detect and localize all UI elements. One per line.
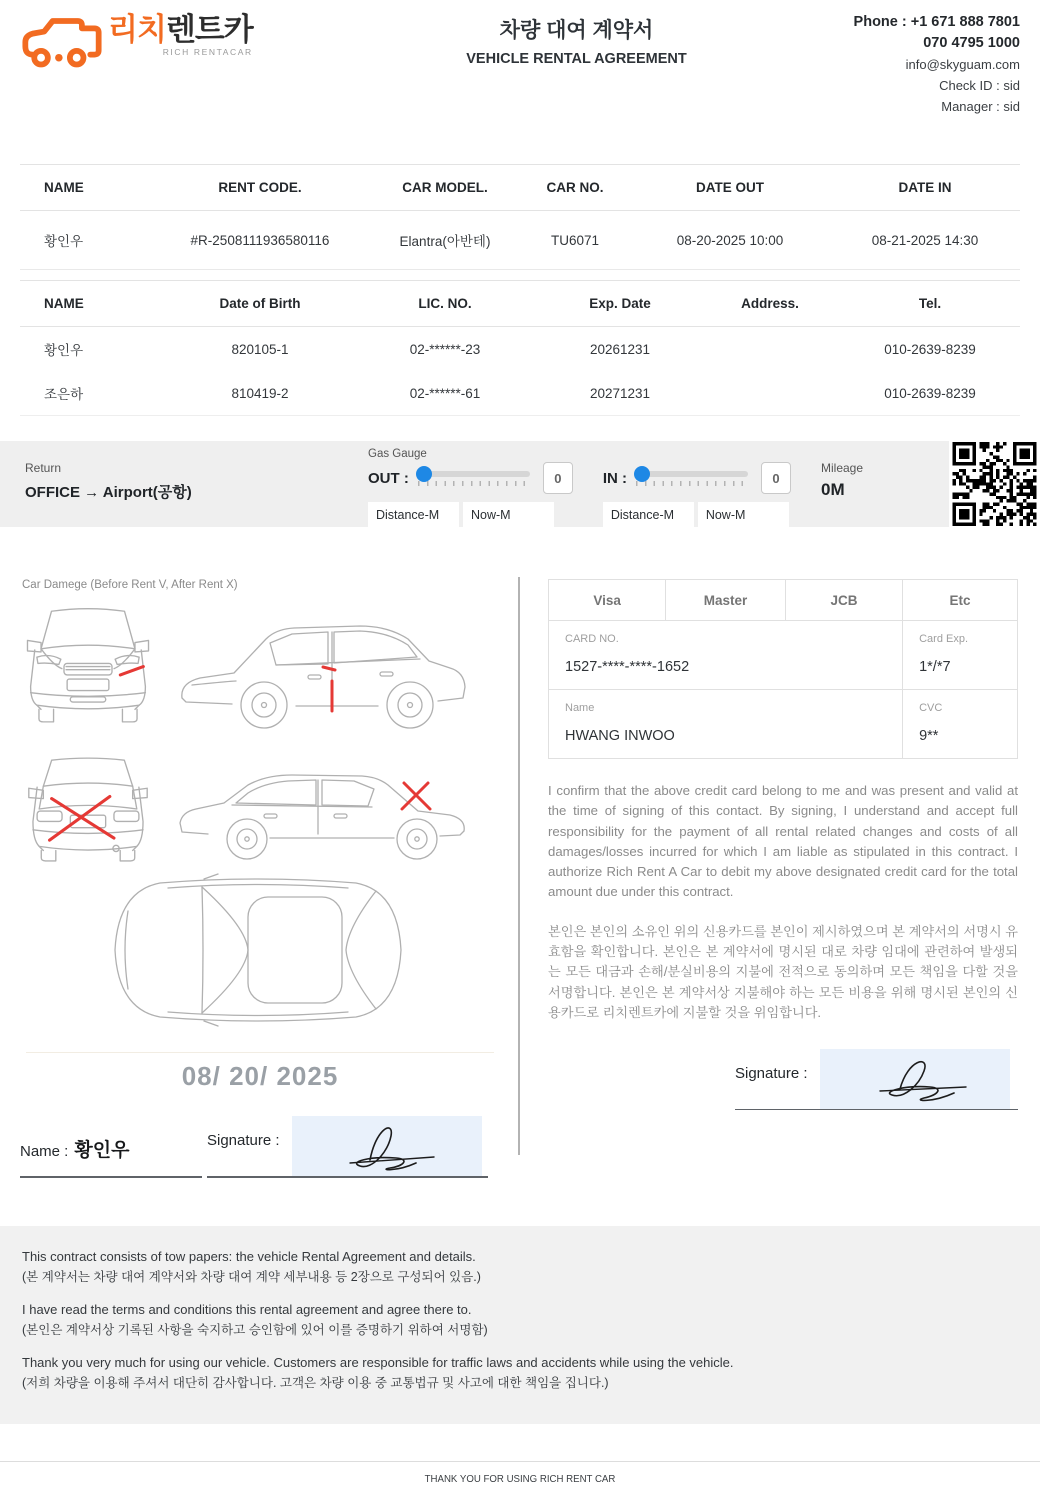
col-license-no: LIC. NO.	[350, 281, 540, 327]
col-exp-date: Exp. Date	[540, 281, 700, 327]
contact-info	[805, 10, 1020, 128]
company-logo	[18, 10, 348, 128]
driver-row-2: 조은하 810419-2 02-******-61 20271231 010-2639-8239	[20, 371, 1020, 416]
col-date-in: DATE IN	[830, 165, 1020, 211]
manager: Manager : sid	[941, 99, 1020, 114]
gauge-out	[368, 462, 573, 528]
check-id: Check ID : sid	[939, 78, 1020, 93]
signature-label: Signature :	[735, 1065, 808, 1083]
renter-name-field	[20, 1135, 202, 1178]
card-exp-cell	[903, 621, 1018, 690]
in-distance-input[interactable]: Distance-M	[603, 502, 694, 528]
col-rent-code: RENT CODE.	[150, 165, 370, 211]
slider-track	[418, 471, 530, 477]
out-gas-slider[interactable]	[418, 471, 530, 486]
card-type-header	[549, 580, 1018, 621]
col-tel: Tel.	[840, 281, 1020, 327]
card-type-visa[interactable]: Visa	[549, 580, 666, 621]
card-type-master[interactable]: Master	[666, 580, 786, 621]
thank-you-message: THANK YOU FOR USING RICH RENT CAR	[424, 1473, 616, 1485]
card-type-jcb[interactable]: JCB	[785, 580, 902, 621]
in-gas-slider[interactable]	[636, 471, 748, 486]
document-title	[348, 10, 805, 128]
slider-handle[interactable]	[416, 466, 432, 482]
gas-gauge-label: Gas Gauge	[368, 448, 427, 460]
signature-label: Signature :	[207, 1132, 280, 1149]
date-in: 08-21-2025 14:30	[830, 211, 1020, 270]
rent-table-header	[20, 165, 1020, 211]
date-out: 08-20-2025 10:00	[630, 211, 830, 270]
col-dob: Date of Birth	[170, 281, 350, 327]
col-car-no: CAR NO.	[520, 165, 630, 211]
title-english: VEHICLE RENTAL AGREEMENT	[466, 51, 687, 67]
logo-text: 리치렌트카	[108, 12, 253, 47]
confirmation-text-korean: 본인은 본인의 소유인 위의 신용카드를 본인이 제시하였으며 본 계약서의 서명시 유효함을 확인합니다. 본인은 본 계약서에 명시된 대로 차량 임대에 관련하여 발생되는 모든 대금과 손해/분실비용의 지불에 전적으로 동의하며 모든 책임을 다할 것을 서명합니다. 본인은 본 계약서상 지불해야 하는 모든 비용을 위해 명시된 본인의 신용카드로 리치렌트카에 지불할 것을 위임합니다.	[548, 923, 1018, 1020]
bottom-divider	[0, 1461, 1040, 1462]
card-exp-label: Card Exp.	[919, 633, 969, 645]
credit-card-table	[548, 579, 1018, 759]
col-car-model: CAR MODEL.	[370, 165, 520, 211]
signature-pad[interactable]	[820, 1049, 1010, 1109]
mileage-value: 0M	[821, 480, 845, 499]
note-2: I have read the terms and conditions this rental agreement and agree there to. (본인은 계약서상 기록된 사항을 숙지하고 승인함에 있어 이를 증명하기 위하여 서명함)	[22, 1302, 488, 1337]
card-cvc-cell	[903, 690, 1018, 759]
renter-signature-row	[20, 1116, 518, 1178]
card-number-cell	[549, 621, 903, 690]
qr-code	[949, 441, 1040, 527]
date-separator	[26, 1052, 494, 1053]
slider-ticks	[418, 481, 530, 486]
card-type-etc[interactable]: Etc	[903, 580, 1018, 621]
gauge-in	[603, 462, 791, 528]
inspection-date: 08/ 20/ 2025	[181, 1061, 339, 1091]
car-right-side-diagram[interactable]	[172, 761, 472, 865]
car-rear-diagram[interactable]	[20, 755, 156, 863]
email: info@skyguam.com	[905, 57, 1020, 72]
name-label: Name :	[20, 1143, 69, 1160]
out-distance-input[interactable]: Distance-M	[368, 502, 459, 528]
truck-logo-icon	[18, 14, 106, 70]
card-no-label: CARD NO.	[565, 633, 619, 645]
name-value: 황인우	[74, 1140, 130, 1161]
slider-track	[636, 471, 748, 477]
signature-pad[interactable]	[292, 1116, 482, 1176]
return-label: Return	[25, 461, 62, 475]
phone-primary: Phone : +1 671 888 7801	[853, 14, 1020, 30]
col-name: NAME	[20, 165, 150, 211]
gas-gauge-section	[368, 441, 791, 527]
driver-row-1: 황인우 820105-1 02-******-23 20261231 010-2639-8239	[44, 341, 976, 358]
car-damage-panel	[0, 549, 518, 1178]
header	[0, 0, 1040, 128]
cardholder-signature-field	[735, 1049, 1018, 1110]
slider-handle[interactable]	[634, 466, 650, 482]
in-label: IN :	[602, 469, 627, 487]
main-section	[0, 549, 1040, 1178]
car-no: TU6071	[520, 211, 630, 270]
phone-secondary: 070 4795 1000	[923, 35, 1020, 51]
car-model: Elantra(아반테)	[370, 211, 520, 270]
card-holder-value: HWANG INWOO	[565, 728, 675, 744]
slider-ticks	[636, 481, 748, 486]
logo-subtitle: RICH RENTACAR	[162, 47, 253, 57]
col-driver-name: NAME	[20, 281, 170, 327]
out-now-input[interactable]: Now-M	[463, 502, 554, 528]
out-gas-value: 0	[543, 462, 573, 494]
confirmation-text-english: I confirm that the above credit card belong to me and was present and valid at the time of signing of this contact. By signing, I understand and accept full responsibility for the payment of all rental related changes and costs of all damages/losses incurred for which I am liable as stipulated in this contract. I authorize Rich Rent A Car to debit my above designated credit card for the total amount due under this contract.	[548, 783, 1018, 900]
in-now-input[interactable]: Now-M	[698, 502, 789, 528]
in-gas-value: 0	[761, 462, 791, 494]
footer-notes	[0, 1226, 1040, 1424]
mileage-label: Mileage	[821, 461, 864, 475]
note-1: This contract consists of tow papers: the vehicle Rental Agreement and details. (본 계약서는 차량 대여 계약서와 차량 대여 계약 세부내용 등 2장으로 구성되어 있음.)	[22, 1249, 481, 1284]
return-route: OFFICE → Airport(공항)	[25, 484, 192, 501]
car-damage-label: Car Damege (Before Rent V, After Rent X)	[22, 579, 238, 591]
car-left-side-diagram[interactable]	[172, 601, 472, 743]
card-exp-value: 1*/*7	[919, 659, 951, 675]
note-3: Thank you very much for using our vehicle. Customers are responsible for traffic laws and accidents while using the vehicle. (저희 차량을 이용해 주셔서 대단히 감사합니다. 고객은 차량 이용 중 교통법규 및 사고에 대한 책임을 집니다.)	[22, 1355, 734, 1390]
renter-name: 황인우	[20, 211, 150, 270]
car-front-diagram[interactable]	[20, 605, 156, 725]
rent-table-row	[20, 211, 1020, 270]
rent-info-table	[20, 164, 1020, 270]
car-top-diagram[interactable]	[108, 871, 408, 1029]
out-label: OUT :	[368, 469, 409, 487]
mileage-info	[821, 441, 863, 527]
cvc-value: 9**	[919, 728, 939, 744]
rent-code: #R-2508111936580116	[150, 211, 370, 270]
card-no-value: 1527-****-****-1652	[565, 659, 690, 675]
return-info	[0, 441, 368, 527]
col-address: Address.	[700, 281, 840, 327]
cvc-label: CVC	[919, 702, 943, 714]
renter-signature-field	[207, 1116, 488, 1178]
credit-card-panel	[520, 549, 1040, 1178]
title-korean: 차량 대여 계약서	[499, 19, 654, 42]
driver-table-header	[20, 281, 1020, 327]
driver-info-table	[20, 280, 1020, 416]
status-bar	[0, 441, 1040, 527]
col-date-out: DATE OUT	[630, 165, 830, 211]
card-holder-label: Name	[565, 702, 595, 714]
card-holder-cell	[549, 690, 903, 759]
